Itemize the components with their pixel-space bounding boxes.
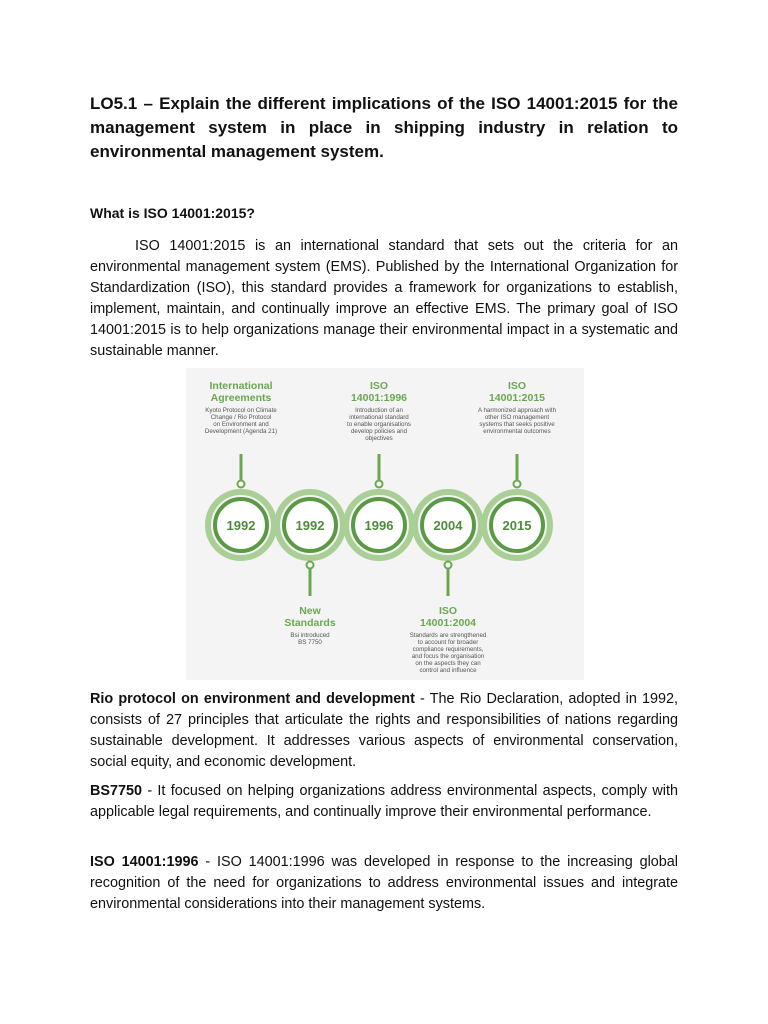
junction-dot — [376, 481, 383, 488]
milestone-title: ISO — [369, 380, 389, 392]
milestone-desc: A harmonized approach with — [477, 407, 557, 414]
junction-dot — [445, 562, 452, 569]
milestone-desc: Change / Rio Protocol — [210, 414, 272, 421]
milestone-iso-2004 — [410, 605, 487, 674]
page-title: LO5.1 – Explain the different implications of the ISO 14001:2015 for the management system in place in shipping industry in relation to environmental management system. — [90, 94, 678, 161]
milestone-title: 14001:1996 — [350, 392, 408, 404]
milestone-international-agreements — [205, 380, 277, 435]
term-description: - The Rio Declaration, adopted in 1992, consists of 27 principles that articulate the rights and responsibilities of nations regarding sustainable development. It addresses various aspects of environmental conservation, social equity, and economic development. — [90, 691, 678, 770]
timeline-svg — [186, 368, 584, 680]
milestone-title: 14001:2015 — [488, 392, 546, 404]
term-description: - ISO 14001:1996 was developed in response to the increasing global recognition of the need for organizations to address environmental issues and integrate environmental considerations into their management systems. — [90, 854, 678, 912]
milestone-desc: Introduction of an — [355, 407, 403, 414]
milestone-desc: international standard — [349, 414, 409, 421]
milestone-title: Agreements — [210, 392, 272, 404]
milestone-desc: compliance requirements, — [412, 646, 484, 653]
year-label: 1996 — [364, 518, 394, 533]
milestone-desc: on Environment and — [213, 421, 269, 428]
bs7750-paragraph — [90, 781, 678, 823]
milestone-desc: to enable organisations — [347, 421, 411, 428]
milestone-title: International — [209, 380, 273, 392]
term-label: Rio protocol on environment and development — [90, 691, 415, 707]
milestone-desc: control and influence — [419, 667, 477, 674]
milestone-iso-1996 — [347, 380, 411, 442]
milestone-desc: objectives — [365, 435, 393, 442]
junction-dot — [307, 562, 314, 569]
milestone-desc: to account for broader — [417, 639, 479, 646]
rio-paragraph — [90, 689, 678, 773]
milestone-iso-2015 — [478, 380, 557, 435]
year-label: 2015 — [502, 518, 532, 533]
milestone-desc: other ISO management — [484, 414, 550, 421]
iso1996-paragraph — [90, 852, 678, 915]
milestone-desc: Bsi introduced — [290, 632, 330, 639]
term-label: BS7750 — [90, 783, 143, 799]
milestone-title: ISO — [438, 605, 458, 617]
milestone-desc: and focus the organisation — [411, 653, 485, 660]
year-label: 2004 — [433, 518, 463, 533]
term-description: - It focused on helping organizations address environmental aspects, comply with applicable legal requirements, and continually improve their environmental performance. — [90, 783, 678, 820]
section-heading: What is ISO 14001:2015? — [90, 205, 255, 221]
milestone-desc: Development (Agenda 21) — [204, 428, 278, 435]
milestone-title: ISO — [507, 380, 527, 392]
year-label: 1992 — [295, 518, 325, 533]
milestone-desc: systems that seeks positive — [479, 421, 555, 428]
milestone-title: 14001:2004 — [419, 617, 477, 629]
milestone-title: New — [299, 605, 321, 617]
milestone-desc: develop policies and — [350, 428, 408, 435]
milestone-desc: Standards are strengthened — [409, 632, 487, 639]
intro-paragraph: ISO 14001:2015 is an international standard that sets out the criteria for an environmental management system (EMS). Published by the International Organization for Standardization (ISO), this standard provides a framework for organizations to establish, implement, maintain, and continually improve an effective EMS. The primary goal of ISO 14001:2015 is to help organizations manage their environmental impact in a systematic and sustainable manner. — [90, 238, 678, 359]
milestone-desc: BS 7750 — [298, 639, 322, 646]
junction-dot — [514, 481, 521, 488]
term-label: ISO 14001:1996 — [90, 854, 199, 870]
milestone-new-standards — [284, 605, 336, 646]
year-label: 1992 — [226, 518, 256, 533]
milestone-desc: Kyoto Protocol on Climate — [205, 407, 277, 414]
milestone-desc: environmental outcomes — [483, 428, 551, 435]
milestone-desc: on the aspects they can — [415, 660, 481, 667]
iso-timeline-figure — [186, 368, 584, 680]
junction-dot — [238, 481, 245, 488]
milestone-title: Standards — [284, 617, 336, 629]
